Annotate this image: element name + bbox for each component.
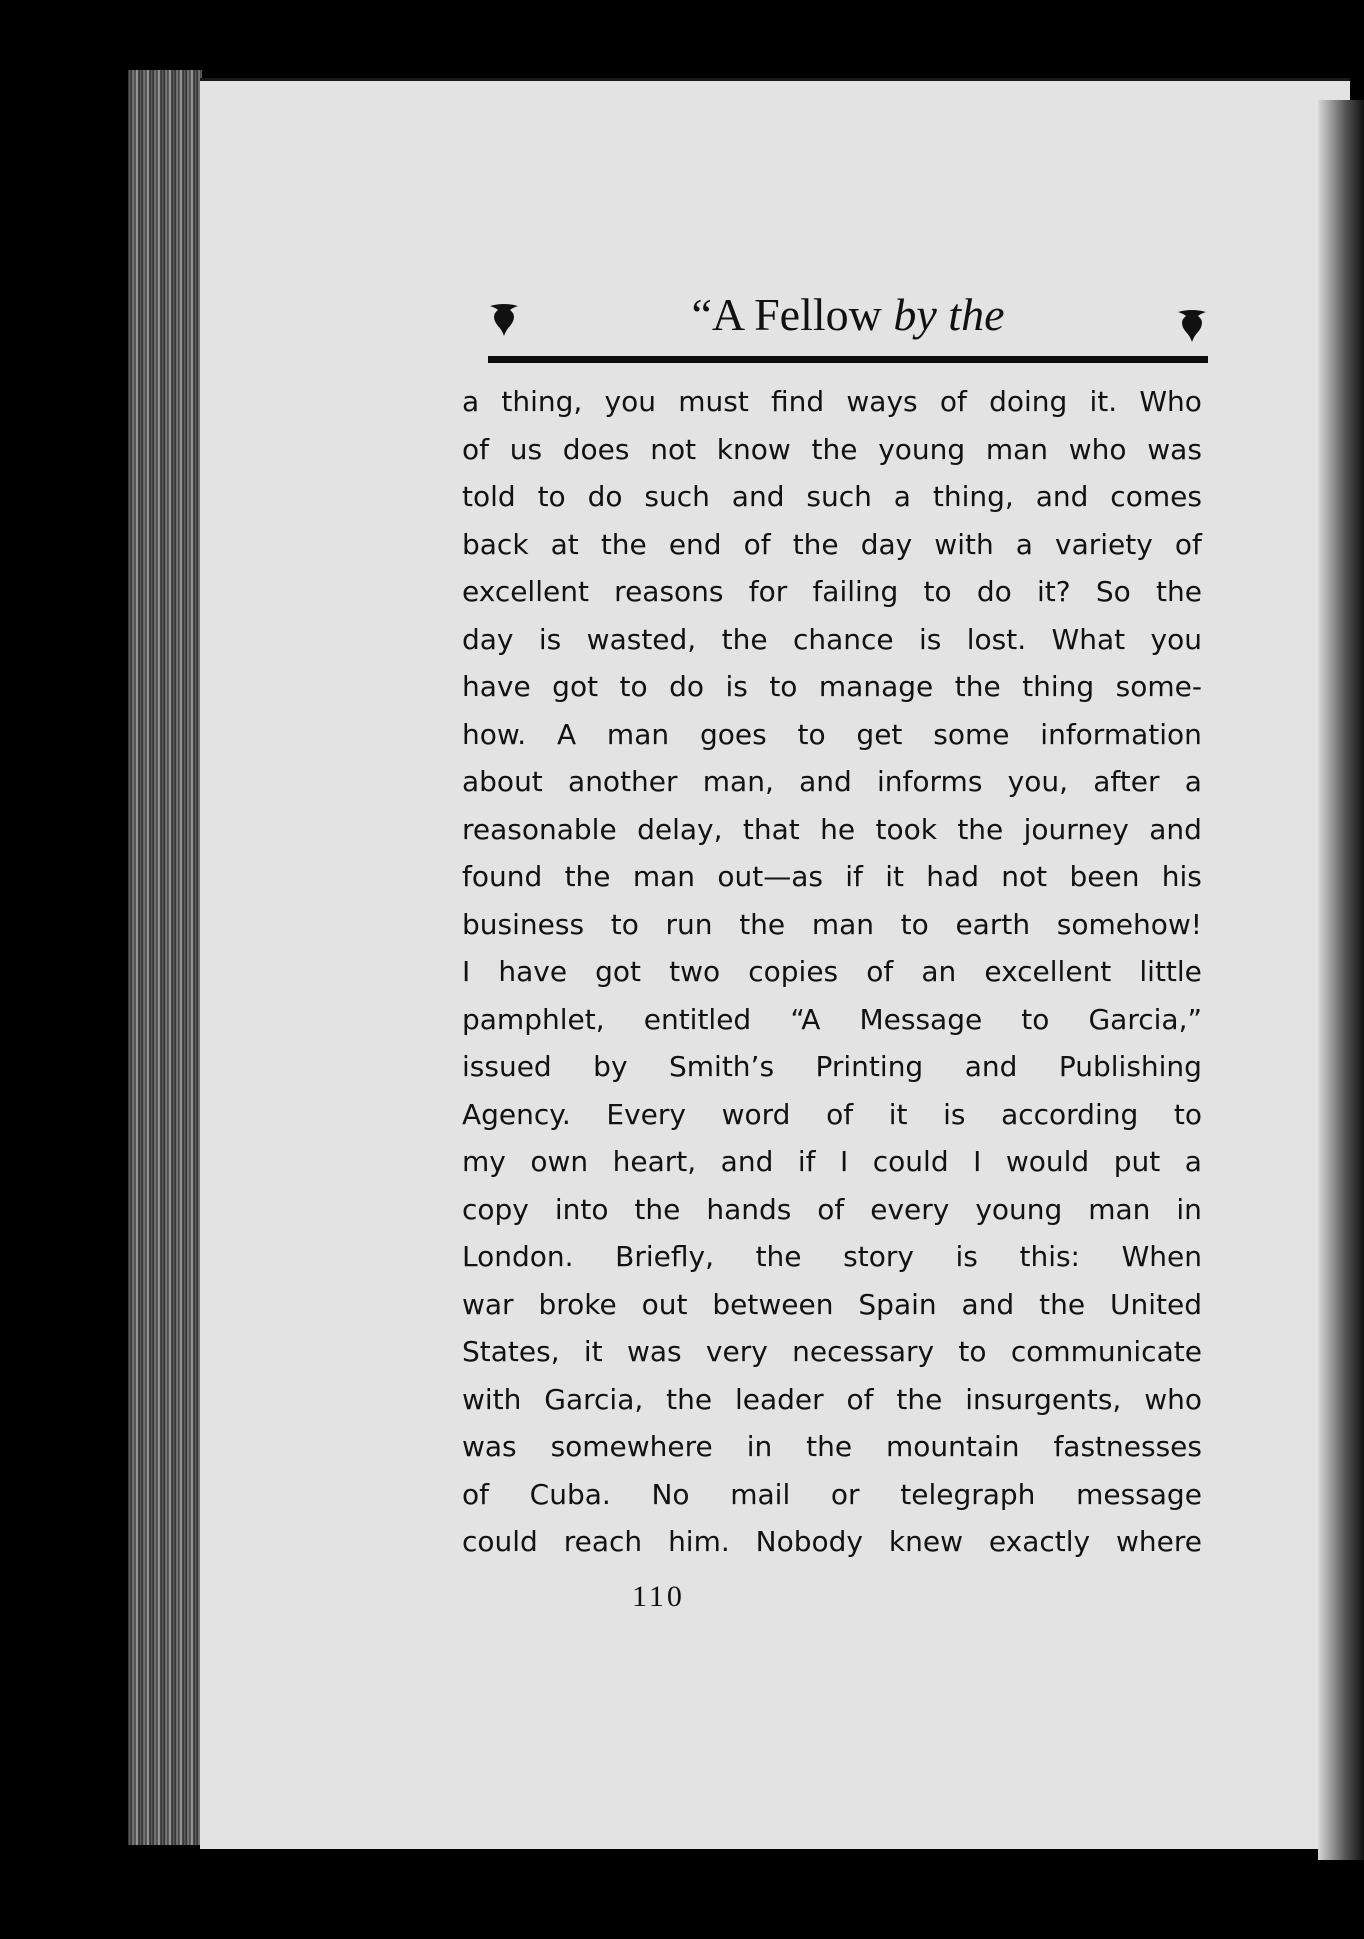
running-header-title bbox=[488, 288, 1208, 341]
body-text bbox=[462, 378, 1202, 1566]
text-line: Agency. Every word of it is according to bbox=[462, 1097, 1202, 1131]
text-line: a thing, you must find ways of doing it. Who bbox=[462, 385, 1202, 418]
text-line: of us does not know the young man who was bbox=[462, 432, 1202, 466]
text-line: was somewhere in the mountain fastnesses bbox=[462, 1430, 1202, 1463]
text-line: found the man out—as if it had not been his bbox=[462, 860, 1202, 893]
text-line: reasonable delay, that he took the journey and bbox=[462, 812, 1202, 846]
text-line: have got to do is to manage the thing some- bbox=[462, 670, 1202, 703]
book-page-edges bbox=[128, 70, 202, 1845]
text-line: I have got two copies of an excellent little bbox=[462, 955, 1202, 988]
text-line: about another man, and informs you, after a bbox=[462, 765, 1202, 798]
running-header bbox=[488, 288, 1208, 358]
text-line: excellent reasons for failing to do it? So the bbox=[462, 575, 1202, 608]
text-line: copy into the hands of every young man in bbox=[462, 1192, 1202, 1226]
text-line: back at the end of the day with a variety of bbox=[462, 527, 1202, 561]
text-line: could reach him. Nobody knew exactly where bbox=[462, 1525, 1202, 1558]
text-line: London. Briefly, the story is this: When bbox=[462, 1240, 1202, 1273]
text-line: pamphlet, entitled “A Message to Garcia,” bbox=[462, 1002, 1202, 1036]
header-title-italic: by the bbox=[893, 289, 1005, 340]
text-line: told to do such and such a thing, and comes bbox=[462, 480, 1202, 513]
text-line: day is wasted, the chance is lost. What you bbox=[462, 622, 1202, 656]
page-shadow bbox=[1318, 100, 1364, 1860]
text-line: of Cuba. No mail or telegraph message bbox=[462, 1477, 1202, 1511]
text-line: issued by Smith’s Printing and Publishing bbox=[462, 1050, 1202, 1083]
leaf-ornament-icon bbox=[1176, 308, 1208, 342]
text-line: how. A man goes to get some information bbox=[462, 717, 1202, 751]
text-line: States, it was very necessary to communicate bbox=[462, 1335, 1202, 1368]
text-line: my own heart, and if I could I would put a bbox=[462, 1145, 1202, 1178]
text-line: war broke out between Spain and the United bbox=[462, 1287, 1202, 1321]
header-rule bbox=[488, 356, 1208, 363]
page-number: 110 bbox=[632, 1580, 685, 1613]
text-line: business to run the man to earth somehow! bbox=[462, 907, 1202, 941]
header-title-roman: “A Fellow bbox=[691, 289, 894, 340]
text-line: with Garcia, the leader of the insurgents, who bbox=[462, 1382, 1202, 1416]
